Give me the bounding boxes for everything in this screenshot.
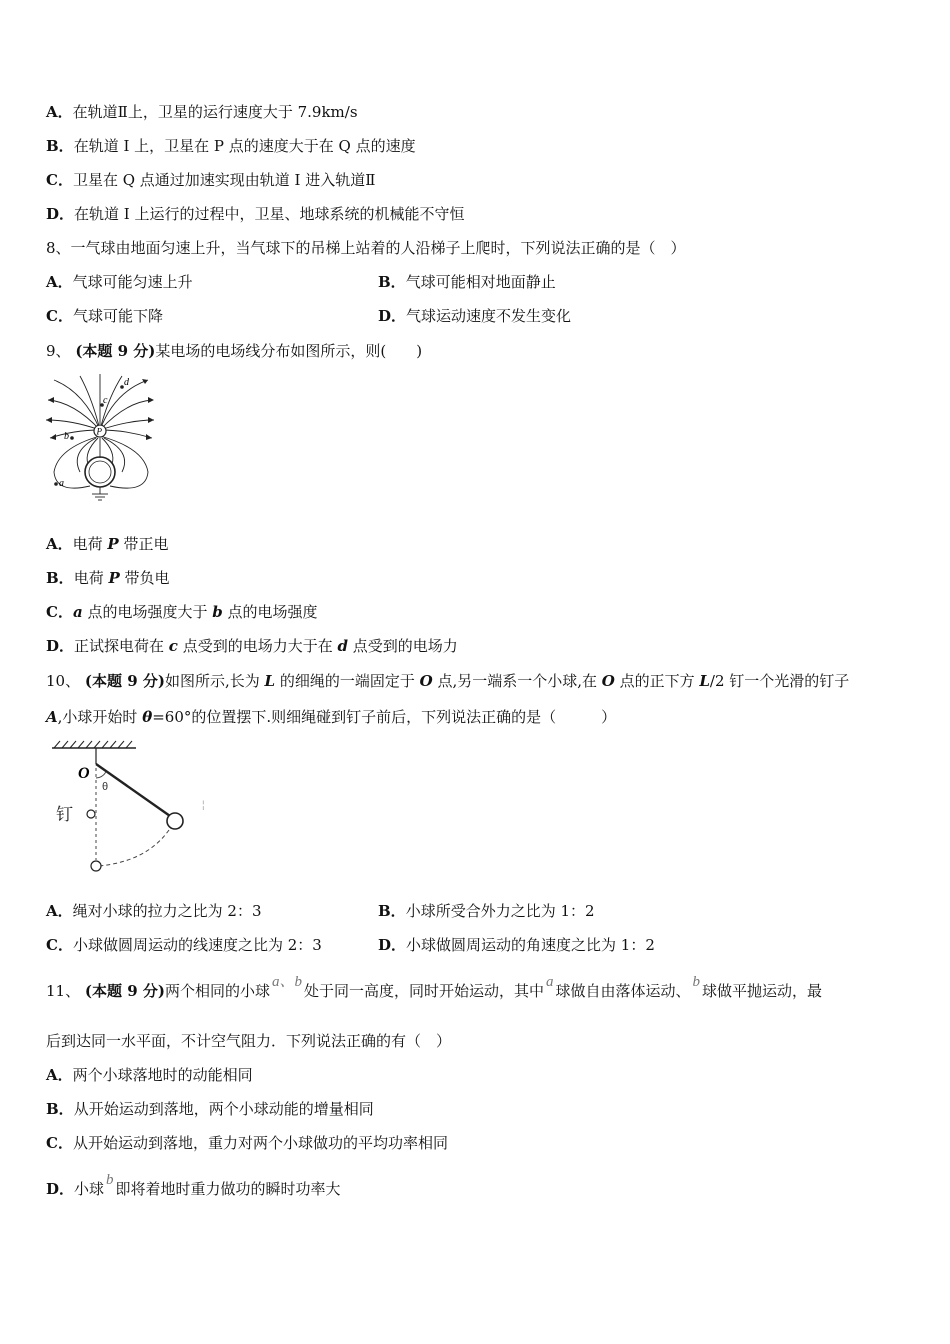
math-b: b <box>106 1172 114 1188</box>
option-label: C． <box>46 603 73 621</box>
label-a: a <box>59 478 64 489</box>
option-text: 气球运动速度不发生变化 <box>406 307 572 325</box>
q8-stem: 8、一气球由地面匀速上升，当气球下的吊梯上站着的人沿梯子上爬时，下列说法正确的是（ ） <box>46 239 686 257</box>
option-text: 电荷 <box>73 569 109 587</box>
q10-option-c <box>46 934 322 956</box>
stray-mark: ¦ <box>202 800 205 811</box>
var-l: L <box>699 672 710 690</box>
option-text: 在轨道Ⅱ上，卫星的运行速度大于 7.9km/s <box>72 103 358 121</box>
option-text: 即将着地时重力做功的瞬时功率大 <box>115 1180 341 1198</box>
stem-text: /2 钉一个光滑的钉子 <box>709 672 850 690</box>
label-p: P <box>96 426 102 437</box>
option-text: 点受到的电场力大于在 <box>177 637 338 655</box>
var-c: c <box>168 637 178 655</box>
question-number: 9、 <box>46 342 71 360</box>
option-text: 带正电 <box>118 535 169 553</box>
question-number: 11、 <box>46 982 81 1000</box>
q11-option-a <box>46 1064 253 1086</box>
stem-text: 如图所示,长为 <box>164 672 265 690</box>
label-d: d <box>124 377 129 388</box>
q9-option-a <box>46 533 168 555</box>
q11-option-c <box>46 1132 448 1154</box>
var-d: d <box>337 637 348 655</box>
option-text: 小球所受合外力之比为 1：2 <box>405 902 595 920</box>
q9-option-d <box>46 635 458 657</box>
option-text: 点受到的电场力 <box>347 637 458 655</box>
q11-option-d <box>46 1172 341 1201</box>
option-label: A． <box>46 902 73 920</box>
option-text: 点的电场强度大于 <box>82 603 213 621</box>
option-text: 小球做圆周运动的角速度之比为 1：2 <box>406 936 655 954</box>
var-a: a <box>72 603 83 621</box>
stem-text: 点,另一端系一个小球,在 <box>432 672 602 690</box>
option-label: A． <box>46 273 73 291</box>
q8-option-a <box>46 271 193 293</box>
option-label: B． <box>46 569 74 587</box>
score-tag: (本题 9 分) <box>84 982 165 1000</box>
option-label: C． <box>46 307 73 325</box>
option-label: D． <box>46 205 75 223</box>
label-nail: 钉 <box>56 805 73 825</box>
var-o: O <box>601 672 615 690</box>
option-text: 气球可能下降 <box>72 307 163 325</box>
q11-stem-line1 <box>46 974 823 1003</box>
option-label: C． <box>46 1134 73 1152</box>
option-text: 从开始运动到落地，重力对两个小球做功的平均功率相同 <box>72 1134 448 1152</box>
stem-text: 球做平抛运动，最 <box>702 982 823 1000</box>
var-l: L <box>264 672 276 690</box>
option-text: 带负电 <box>119 569 170 587</box>
option-text: 小球做圆周运动的线速度之比为 2：3 <box>72 936 322 954</box>
var-b: b <box>212 603 223 621</box>
option-text: 小球 <box>74 1180 105 1198</box>
option-text: 电荷 <box>72 535 108 553</box>
question-number: 10、 <box>46 672 81 690</box>
var-a: A <box>46 708 58 726</box>
var-theta: θ <box>142 708 153 726</box>
q7-option-b <box>46 135 416 157</box>
option-text: 两个小球落地时的动能相同 <box>72 1066 253 1084</box>
q7-option-c <box>46 169 375 191</box>
q10-option-b <box>378 900 595 922</box>
option-text: 在轨道 I 上，卫星在 P 点的速度大于在 Q 点的速度 <box>73 137 416 155</box>
q11-option-b <box>46 1098 374 1120</box>
q10-stem-line2 <box>46 706 616 728</box>
stem-text: =60°的位置摆下.则细绳碰到钉子前后，下列说法正确的是（ ） <box>152 708 617 726</box>
option-label: D． <box>378 936 407 954</box>
q10-option-a <box>46 900 262 922</box>
option-label: D． <box>46 1180 75 1198</box>
q8-option-c <box>46 305 163 327</box>
q9-option-c <box>46 601 318 623</box>
option-text: 卫星在 Q 点通过加速实现由轨道 I 进入轨道Ⅱ <box>72 171 376 189</box>
stem-text: 某电场的电场线分布如图所示，则( ) <box>155 342 423 360</box>
option-text: 气球可能匀速上升 <box>72 273 193 291</box>
stem-text: 点的正下方 <box>614 672 700 690</box>
option-label: B． <box>378 273 406 291</box>
option-text: 点的电场强度 <box>222 603 318 621</box>
score-tag: (本题 9 分) <box>75 342 156 360</box>
option-text: 正试探电荷在 <box>74 637 169 655</box>
stem-text: ,小球开始时 <box>57 708 143 726</box>
var-o: O <box>419 672 433 690</box>
label-b: b <box>64 431 69 442</box>
math-ab: a、b <box>271 974 302 990</box>
label-o: O <box>78 765 90 782</box>
stem-text: 两个相同的小球 <box>164 982 270 1000</box>
math-a: a <box>546 974 554 990</box>
label-c: c <box>103 395 108 406</box>
option-text: 从开始运动到落地，两个小球动能的增量相同 <box>73 1100 374 1118</box>
q11-stem-line2: 后到达同一水平面，不计空气阻力．下列说法正确的有（ ） <box>46 1032 452 1050</box>
q8-option-b <box>378 271 556 293</box>
electric-field-figure <box>44 372 160 502</box>
q7-option-d <box>46 203 464 225</box>
option-label: A． <box>46 103 73 121</box>
option-label: B． <box>46 1100 74 1118</box>
option-label: B． <box>46 137 74 155</box>
option-label: A． <box>46 1066 73 1084</box>
var-p: P <box>107 535 119 553</box>
q10-stem-line1 <box>46 670 849 692</box>
option-text: 绳对小球的拉力之比为 2：3 <box>72 902 262 920</box>
stem-text: 球做自由落体运动、 <box>555 982 691 1000</box>
stem-text: 处于同一高度，同时开始运动，其中 <box>303 982 544 1000</box>
q7-option-a <box>46 101 358 123</box>
stem-text: 的细绳的一端固定于 <box>275 672 420 690</box>
option-text: 气球可能相对地面静止 <box>405 273 556 291</box>
label-theta: θ <box>102 781 109 793</box>
score-tag: (本题 9 分) <box>84 672 165 690</box>
q8-option-d <box>378 305 571 327</box>
option-text: 在轨道 I 上运行的过程中，卫星、地球系统的机械能不守恒 <box>74 205 465 223</box>
option-label: A． <box>46 535 73 553</box>
option-label: B． <box>378 902 406 920</box>
option-label: C． <box>46 171 73 189</box>
q9-option-b <box>46 567 170 589</box>
q9-stem <box>46 340 422 362</box>
var-p: P <box>108 569 120 587</box>
option-label: D． <box>378 307 407 325</box>
q10-option-d <box>378 934 655 956</box>
math-b: b <box>692 974 701 990</box>
pendulum-figure <box>46 738 216 878</box>
option-label: C． <box>46 936 73 954</box>
option-label: D． <box>46 637 75 655</box>
